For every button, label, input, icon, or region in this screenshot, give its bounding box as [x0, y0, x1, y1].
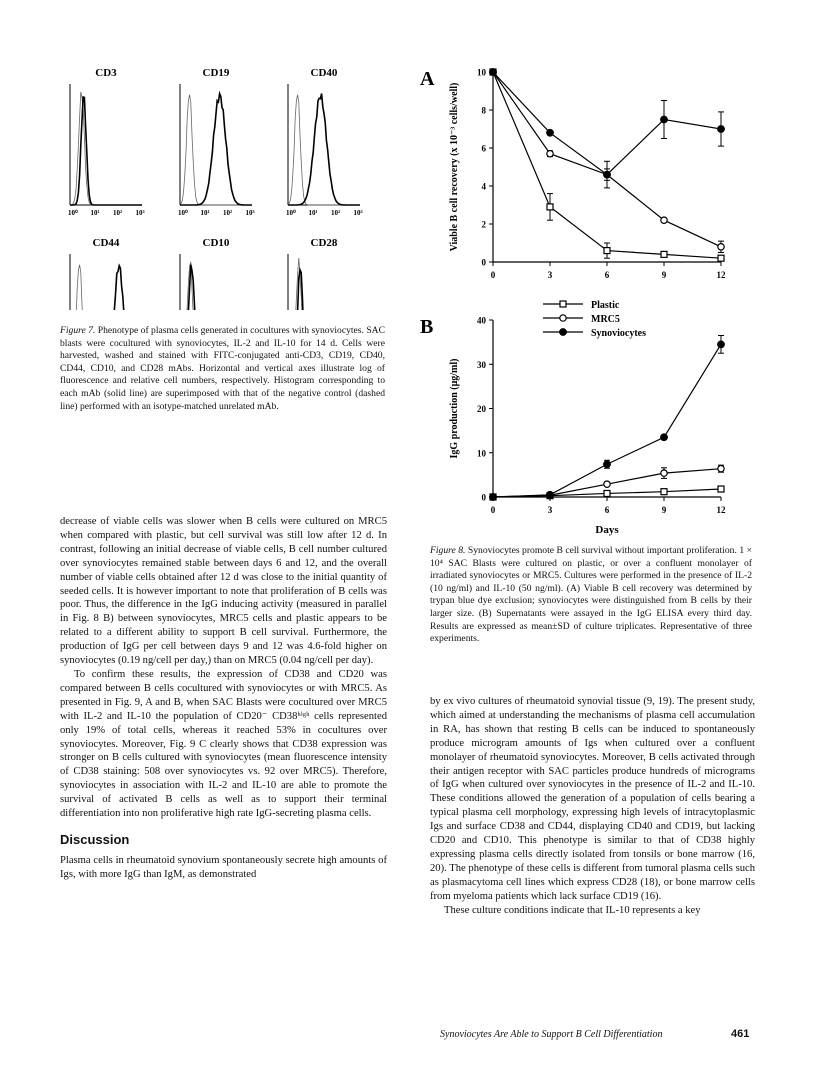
open-circle-marker	[661, 217, 667, 223]
filled-circle-marker	[547, 491, 554, 498]
x-tick-label: 0	[490, 270, 496, 280]
x-tick-label: 3	[547, 505, 553, 515]
x-tick-label: 9	[661, 505, 667, 515]
y-tick-label: 8	[481, 105, 486, 116]
open-circle-marker	[718, 244, 724, 250]
x-tick-label: 0	[490, 505, 496, 515]
left-column	[60, 515, 387, 882]
right-column	[430, 695, 755, 918]
legend-label: Plastic	[591, 300, 620, 311]
figure8-caption	[430, 545, 752, 646]
histogram-tick-label: 10¹	[200, 209, 210, 217]
y-axis-label: IgG production (μg/ml)	[449, 358, 460, 459]
left-paragraph-1: decrease of viable cells was slower when B cells were cultured on MRC5 when compared with plastic, but cell survival was still low after 12 d. In contrast, following an initial decrease of viable cells, B cell number cultured over synoviocytes remained stable between days 6 and 12, and the overall number of viable cells obtained after 12 d was close to the initial quantity of seeded cells. It is however important to note that proliferation of B cells was poor. Thus, the difference in the IgG inducing activity (measured in parallel in Fig. 8 B) between synoviocytes, MRC5 cells and plastic appears to be related to a different ability to support B cell survival. Furthermore, the production of IgG per cell between days 9 and 12 was 4.6-fold higher on synoviocytes (0.19 ng/cell per day,) than on MRC5 (0.04 ng/cell per day).	[60, 516, 387, 667]
square-marker	[661, 489, 667, 495]
right-paragraph-1: by ex vivo cultures of rheumatoid synovial tissue (9, 19). The present study, which aimed at understanding the mechanisms of plasma cell accumulation in RA, has shown that resting B cells can be induced to spontaneously produce microgram amounts of Igs when cultured over a confluent monolayer of rheumatoid synoviocytes. Moreover, B cells activated through their antigen receptor with SAC particles produce hundreds of micrograms of IgG when cultured over synoviocytes in the presence of IL-2 and IL-10. These conditions allowed the generation of a population of cells bearing a typical plasma cell morphology, expressing high levels of intracytoplasmic Igs and surface CD38 and CD44, displaying CD40 and CD19, but lacking CD20 and CD10. This phenotype is similar to that of CD38 highly expressing plasma cells directly isolated from tonsils or bone marrow (16, 20). The phenotype of these cells is different from tumoral plasma cells such as plasmacytoma cell lines which express CD28 (18), or bone marrow cells from myeloma patients which lack surface CD19 (16).	[430, 696, 755, 902]
histogram-tick-label: 10⁰	[286, 209, 296, 217]
histogram-panel-cd44	[68, 237, 145, 310]
histogram-title: CD44	[92, 237, 120, 249]
y-tick-label: 4	[481, 181, 486, 192]
x-tick-label: 12	[716, 270, 726, 280]
histogram-tick-label: 10³	[353, 209, 363, 217]
open-circle-marker	[661, 470, 667, 476]
y-tick-label: 20	[477, 404, 486, 414]
legend-label: MRC5	[591, 314, 620, 325]
filled-circle-marker	[718, 341, 725, 348]
square-marker	[718, 255, 724, 261]
figure7-histograms	[60, 60, 390, 310]
histogram-panel-cd3	[68, 67, 145, 217]
y-tick-label: 10	[477, 448, 486, 459]
histogram-title: CD40	[310, 67, 338, 79]
square-marker	[560, 301, 566, 307]
filled-circle-marker	[490, 69, 497, 76]
y-tick-label: 0	[481, 492, 486, 503]
open-circle-marker	[718, 465, 724, 471]
histogram-title: CD28	[310, 237, 338, 249]
y-axis-label: Viable B cell recovery (x 10⁻³ cells/well)	[449, 82, 460, 252]
discussion-heading: Discussion	[60, 831, 130, 847]
histogram-title: CD10	[202, 237, 230, 249]
histogram-tick-label: 10²	[331, 209, 341, 217]
filled-circle-marker	[604, 171, 611, 178]
filled-circle-marker	[547, 129, 554, 136]
square-marker	[604, 490, 610, 496]
histogram-tick-label: 10⁰	[68, 209, 78, 217]
histogram-tick-label: 10²	[113, 209, 123, 217]
filled-circle-marker	[560, 329, 567, 336]
filled-circle-marker	[718, 126, 725, 133]
x-tick-label: 6	[604, 505, 610, 515]
open-circle-marker	[547, 151, 553, 157]
x-tick-label: 12	[716, 505, 726, 515]
x-tick-label: 3	[547, 270, 553, 280]
legend-label: Synoviocytes	[591, 328, 646, 339]
antibody-curve	[70, 97, 142, 205]
square-marker	[547, 204, 553, 210]
y-tick-label: 10	[477, 67, 486, 78]
histogram-tick-label: 10³	[245, 209, 255, 217]
legend	[543, 300, 646, 339]
filled-circle-marker	[661, 116, 668, 123]
y-tick-label: 0	[481, 257, 486, 268]
figure8-caption-text: Synoviocytes promote B cell survival without important proliferation. 1 × 10⁴ SAC Blasts were cultured on plastic, or over a confluent monolayer of irradiated synoviocytes or MRC5. Cultures were performed in the presence of IL-2 (10 ng/ml) and IL-10 (50 ng/ml). (A) Viable B cell recovery was determined by trypan blue dye exclusion; synoviocytes were distinguished from B cells by their larger size. (B) Supernatants were assayed in the IgG ELISA every third day. Results are expressed as mean±SD of culture triplicates. Representative of three experiments.	[430, 545, 752, 645]
figure7-caption-text: Phenotype of plasma cells generated in cocultures with synoviocytes. SAC blasts were cocultured with synoviocytes, IL-2 and IL-10 for 14 d. Cells were harvested, washed and stained with FITC-conjugated anti-CD3, CD19, CD40, CD44, CD10, and CD28 mAbs. Horizontal and vertical axes illustrate log of fluorescence and relative cell numbers, respectively. Histogram corresponding to each mAb (solid line) are superimposed with that of the negative control (dashed line) performed with an isotype-matched unrelated mAb.	[60, 325, 385, 412]
filled-circle-marker	[661, 434, 668, 441]
square-marker	[604, 248, 610, 254]
histogram-tick-label: 10¹	[90, 209, 100, 217]
x-tick-label: 9	[661, 270, 667, 280]
panel-letter: B	[420, 316, 434, 338]
panel-letter: A	[420, 68, 435, 90]
histogram-tick-label: 10¹	[308, 209, 318, 217]
square-marker	[718, 486, 724, 492]
y-tick-label: 2	[481, 219, 486, 230]
histogram-panel-cd10	[178, 237, 255, 310]
histogram-panel-cd28	[286, 237, 363, 310]
y-tick-label: 30	[477, 359, 486, 370]
right-paragraph-2: These culture conditions indicate that IL-10 represents a key	[444, 904, 701, 916]
figure8-caption-lead: Figure 8.	[430, 545, 466, 556]
open-circle-marker	[604, 481, 610, 487]
histogram-tick-label: 10⁰	[178, 209, 188, 217]
x-axis-label: Days	[595, 524, 619, 536]
series-synoviocytes	[490, 335, 725, 500]
negative-control-curve	[70, 265, 142, 310]
filled-circle-marker	[490, 494, 497, 501]
figure7-caption-lead: Figure 7.	[60, 325, 96, 336]
left-paragraph-2: To confirm these results, the expression of CD38 and CD20 was compared between B cells cocultured with synoviocytes or with MRC5. As presented in Fig. 9, A and B, when SAC Blasts were cocultured over MRC5 with IL-2 and IL-10 the population of CD20⁻ CD38ʰⁱᵍʰ cells represented only 19% of total cells, whereas it reached 53% in cocultures over synoviocytes. Moreover, Fig. 9 C clearly shows that CD38 expression was stronger on B cells cultured with synoviocytes (mean fluorescence intensity of CD38 staining: 508 over synoviocytes vs. 92 over MRC5). Therefore, synoviocytes in association with IL-2 and IL-10 are able to promote the survival of activated B cells as well as to support their terminal differentiation into non proliferative high rate IgG-secreting plasma cells.	[60, 668, 387, 820]
y-tick-label: 40	[477, 315, 486, 326]
chart-panel-a	[420, 68, 726, 281]
histogram-panel-cd40	[286, 67, 363, 217]
open-circle-marker	[560, 315, 566, 321]
series-line	[493, 344, 721, 497]
figure8-charts	[415, 55, 760, 540]
page-number: 461	[731, 1028, 750, 1040]
running-title: Synoviocytes Are Able to Support B Cell Differentiation	[440, 1029, 663, 1040]
series-line	[493, 72, 721, 175]
antibody-curve	[180, 265, 252, 310]
histogram-title: CD3	[95, 67, 117, 79]
series-synoviocytes	[490, 69, 725, 188]
filled-circle-marker	[604, 461, 611, 468]
histogram-title: CD19	[202, 67, 230, 79]
square-marker	[661, 251, 667, 257]
histogram-tick-label: 10³	[135, 209, 145, 217]
histogram-tick-label: 10²	[223, 209, 233, 217]
chart-panel-b	[420, 300, 726, 536]
series-line	[493, 72, 721, 247]
series-mrc5	[490, 69, 724, 253]
figure7-caption	[60, 325, 385, 413]
x-tick-label: 6	[604, 270, 610, 280]
y-tick-label: 6	[481, 143, 486, 154]
histogram-panel-cd19	[178, 67, 255, 217]
left-paragraph-3: Plasma cells in rheumatoid synovium spontaneously secrete high amounts of Igs, with more IgG than IgM, as demonstrated	[60, 854, 387, 880]
antibody-curve	[288, 270, 360, 310]
